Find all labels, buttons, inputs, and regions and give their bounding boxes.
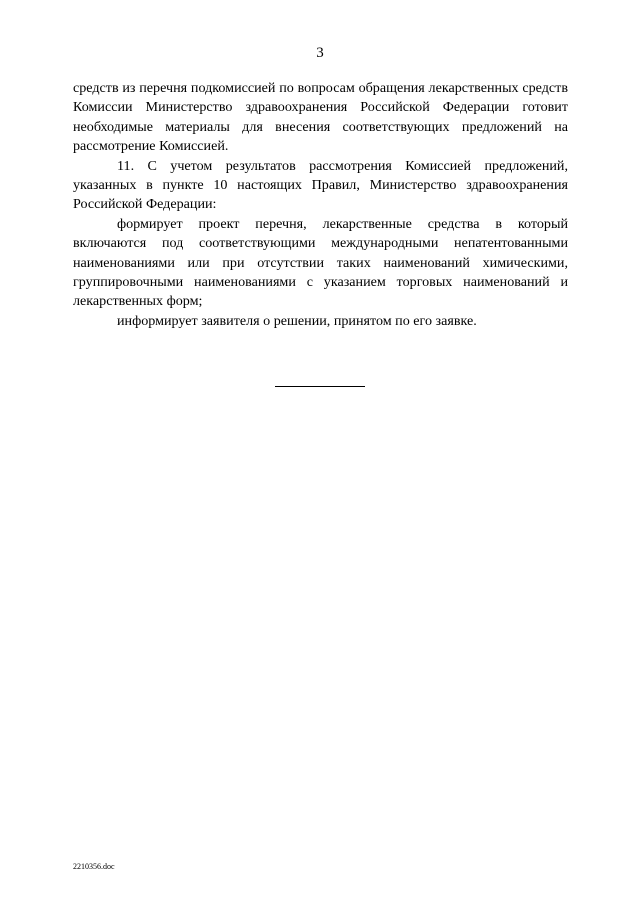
paragraph-informs-applicant: информирует заявителя о решении, принятом по его заявке. bbox=[117, 312, 477, 329]
paragraph-forms-draft: формирует проект перечня, лекарственные средства в который включаются под соответствующими международными непатентованными наименованиями или при отсутствии таких наименований химическими, группировочными наименованиями с указанием торговых наименований и лекарственных форм; bbox=[73, 215, 568, 310]
page-number: 3 bbox=[316, 45, 324, 61]
footer-doc-id: 2210356.doc bbox=[73, 862, 115, 871]
end-divider-line bbox=[275, 386, 365, 387]
paragraph-continuation: средств из перечня подкомиссией по вопросам обращения лекарственных средств Комиссии Министерство здравоохранения Российской Федерации готовит необходимые материалы для внесения соответствующих предложений на рассмотрение Комиссией. bbox=[73, 80, 568, 155]
paragraph-item-11: 11. С учетом результатов рассмотрения Комиссией предложений, указанных в пункте 10 настоящих Правил, Министерство здравоохранения Российской Федерации: bbox=[73, 157, 568, 213]
document-body bbox=[73, 79, 568, 331]
